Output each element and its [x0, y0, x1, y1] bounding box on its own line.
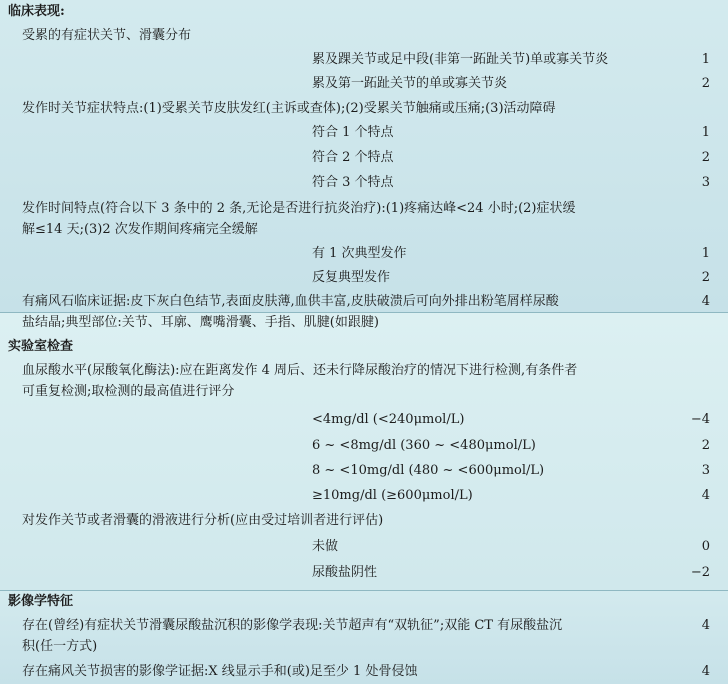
urate-title-cont: 可重复检测;取检测的最高值进行评分	[22, 384, 235, 399]
joints-item-label: 累及踝关节或足中段(非第一跖趾关节)单或寡关节炎	[312, 52, 609, 67]
features-item-score: 2	[701, 150, 710, 165]
section-divider	[0, 312, 728, 313]
synovial-item-label: 未做	[312, 539, 339, 554]
urate-item-label: <4mg/dl (<240μmol/L)	[312, 412, 465, 427]
joints-item-score: 2	[701, 76, 710, 91]
features-title: 发作时关节症状特点:(1)受累关节皮肤发红(主诉或查体);(2)受累关节触痛或压痛;(3)活动障碍	[22, 101, 556, 116]
timing-title: 发作时间特点(符合以下 3 条中的 2 条,无论是否进行抗炎治疗):(1)疼痛达峰<24 小时;(2)症状缓	[22, 201, 576, 216]
timing-item-score: 1	[701, 246, 710, 261]
imaging-item-score: 4	[701, 618, 710, 633]
lab-heading: 实验室检查	[8, 339, 74, 354]
tophus-text: 有痛风石临床证据:皮下灰白色结节,表面皮肤薄,血供丰富,皮肤破溃后可向外排出粉笔屑样尿酸	[22, 294, 559, 309]
urate-item-score: 2	[701, 438, 710, 453]
joints-item-score: 1	[701, 52, 710, 67]
features-item-label: 符合 2 个特点	[312, 150, 394, 165]
synovial-title: 对发作关节或者滑囊的滑液进行分析(应由受过培训者进行评估)	[22, 513, 384, 528]
tophus-score: 4	[701, 294, 710, 309]
imaging-item-text: 存在(曾经)有症状关节滑囊尿酸盐沉积的影像学表现:关节超声有“双轨征”;双能 CT 有尿酸盐沉	[22, 618, 563, 633]
imaging-item-text: 存在痛风关节损害的影像学证据:X 线显示手和(或)足至少 1 处骨侵蚀	[22, 664, 418, 679]
urate-title: 血尿酸水平(尿酸氧化酶法):应在距离发作 4 周后、还未行降尿酸治疗的情况下进行检测,有条件者	[22, 363, 578, 378]
features-item-score: 1	[701, 125, 710, 140]
features-item-label: 符合 1 个特点	[312, 125, 394, 140]
timing-item-label: 反复典型发作	[312, 270, 391, 285]
urate-item-label: ≥10mg/dl (≥600μmol/L)	[312, 488, 473, 503]
timing-item-label: 有 1 次典型发作	[312, 246, 407, 261]
synovial-item-score: 0	[701, 539, 710, 554]
urate-item-label: 8 ~ <10mg/dl (480 ~ <600μmol/L)	[312, 463, 545, 478]
features-item-label: 符合 3 个特点	[312, 175, 394, 190]
timing-item-score: 2	[701, 270, 710, 285]
joints-title: 受累的有症状关节、滑囊分布	[22, 28, 192, 43]
imaging-item-score: 4	[701, 664, 710, 679]
tophus-text-cont: 盐结晶;典型部位:关节、耳廓、鹰嘴滑囊、手指、肌腱(如跟腱)	[22, 315, 379, 330]
synovial-item-score: −2	[690, 565, 710, 580]
timing-title-cont: 解≤14 天;(3)2 次发作期间疼痛完全缓解	[22, 222, 258, 237]
imaging-heading: 影像学特征	[8, 594, 74, 609]
urate-item-score: 3	[701, 463, 710, 478]
imaging-item-text-cont: 积(任一方式)	[22, 639, 98, 654]
synovial-item-label: 尿酸盐阴性	[312, 565, 378, 580]
urate-item-score: −4	[690, 412, 710, 427]
urate-item-score: 4	[701, 488, 710, 503]
features-item-score: 3	[701, 175, 710, 190]
joints-item-label: 累及第一跖趾关节的单或寡关节炎	[312, 76, 508, 91]
section-divider	[0, 590, 728, 591]
clinical-heading: 临床表现:	[8, 4, 65, 19]
urate-item-label: 6 ~ <8mg/dl (360 ~ <480μmol/L)	[312, 438, 536, 453]
